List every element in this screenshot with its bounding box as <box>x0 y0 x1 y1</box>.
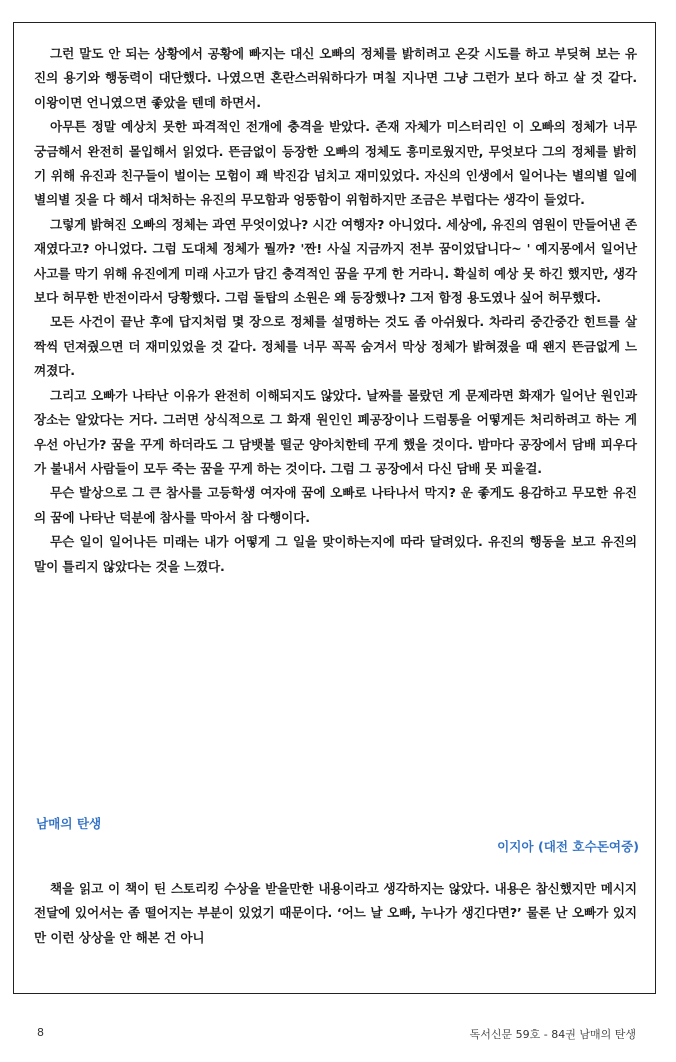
essay-title: 남매의 탄생 <box>36 816 102 831</box>
paragraph: 무슨 일이 일어나든 미래는 내가 어떻게 그 일을 맞이하는지에 따라 달려있다. 유진의 행동을 보고 유진의 말이 틀리지 않았다는 것을 느꼈다. <box>34 534 637 574</box>
paragraph: 그런 말도 안 되는 상황에서 공황에 빠지는 대신 오빠의 정체를 밝히려고 온갖 시도를 하고 부딪혀 보는 유진의 용기와 행동력이 대단했다. 나였으면 혼란스러워하다가 며칠 지나면 그냥 그런가 보다 하고 살 것 같다. 이왕이면 언니였으면 좋았을 텐데 하면서. <box>34 46 637 110</box>
paragraph: 아무튼 정말 예상치 못한 파격적인 전개에 충격을 받았다. 존재 자체가 미스터리인 이 오빠의 정체가 너무 궁금해서 완전히 몰입해서 읽었다. 뜬금없이 등장한 오빠의 정체도 흥미로웠지만, 무엇보다 그의 정체를 밝히기 위해 유진과 친구들이 벌이는 모험이 꽤 박진감 넘치고 재미있었다. 자신의 인생에서 일어나는 별의별 일에 별의별 짓을 다 해서 대처하는 유진의 무모함과 엉뚱함이 위험하지만 조금은 부럽다는 생각이 들었다. <box>34 119 637 208</box>
essay-author: 이지아 (대전 호수돈여중) <box>497 839 639 854</box>
paragraph: 책을 읽고 이 책이 틴 스토리킹 수상을 받을만한 내용이라고 생각하지는 않았다. 내용은 참신했지만 메시지 전달에 있어서는 좀 떨어지는 부분이 있었기 때문이다. ‘어느 날 오빠, 누나가 생긴다면?’ 물론 난 오빠가 있지만 이런 상상을 안 해본 건 아니 <box>34 881 637 945</box>
paragraph: 그렇게 밝혀진 오빠의 정체는 과연 무엇이었나? 시간 여행자? 아니었다. 세상에, 유진의 염원이 만들어낸 존재였다고? 아니었다. 그럼 도대체 정체가 뭘까? '짠! 사실 지금까지 전부 꿈이었답니다~ ' 예지몽에서 일어난 사고를 막기 위해 유진에게 미래 사고가 담긴 충격적인 꿈을 꾸게 한 거라니. 확실히 예상 못 하긴 했지만, 생각보다 허무한 반전이라서 당황했다. 그럼 돌탑의 소원은 왜 등장했나? 그저 함정 용도였나 싶어 허무했다. <box>34 216 637 306</box>
paragraph: 그리고 오빠가 나타난 이유가 완전히 이해되지도 않았다. 날짜를 몰랐던 게 문제라면 화재가 일어난 원인과 장소는 알았다는 거다. 그러면 상식적으로 그 화재 원인인 폐공장이나 드럼통을 어떻게든 처리하려고 하는 게 우선 아닌가? 꿈을 꾸게 하더라도 그 담뱃불 떨군 양아치한테 꾸게 했을 것이다. 밤마다 공장에서 담배 피우다가 불내서 사람들이 모두 죽는 꿈을 꾸게 하는 것이다. 그럼 그 공장에서 다신 담배 못 피울걸. <box>34 387 637 476</box>
review-body-1 <box>34 42 637 579</box>
review-body-2 <box>34 877 637 950</box>
publication-footer: 독서신문 59호 - 84권 남매의 탄생 <box>469 1028 636 1041</box>
page-number: 8 <box>37 1026 44 1039</box>
paragraph: 무슨 발상으로 그 큰 참사를 고등학생 여자애 꿈에 오빠로 나타나서 막지? 운 좋게도 용감하고 무모한 유진의 꿈에 나타난 덕분에 참사를 막아서 참 다행이다. <box>34 485 637 525</box>
paragraph: 모든 사건이 끝난 후에 답지처럼 몇 장으로 정체를 설명하는 것도 좀 아쉬웠다. 차라리 중간중간 힌트를 살짝씩 던져줬으면 더 재미있었을 것 같다. 정체를 너무 꼭꼭 숨겨서 막상 정체가 밝혀졌을 때 왠지 뜬금없게 느껴졌다. <box>34 314 637 379</box>
